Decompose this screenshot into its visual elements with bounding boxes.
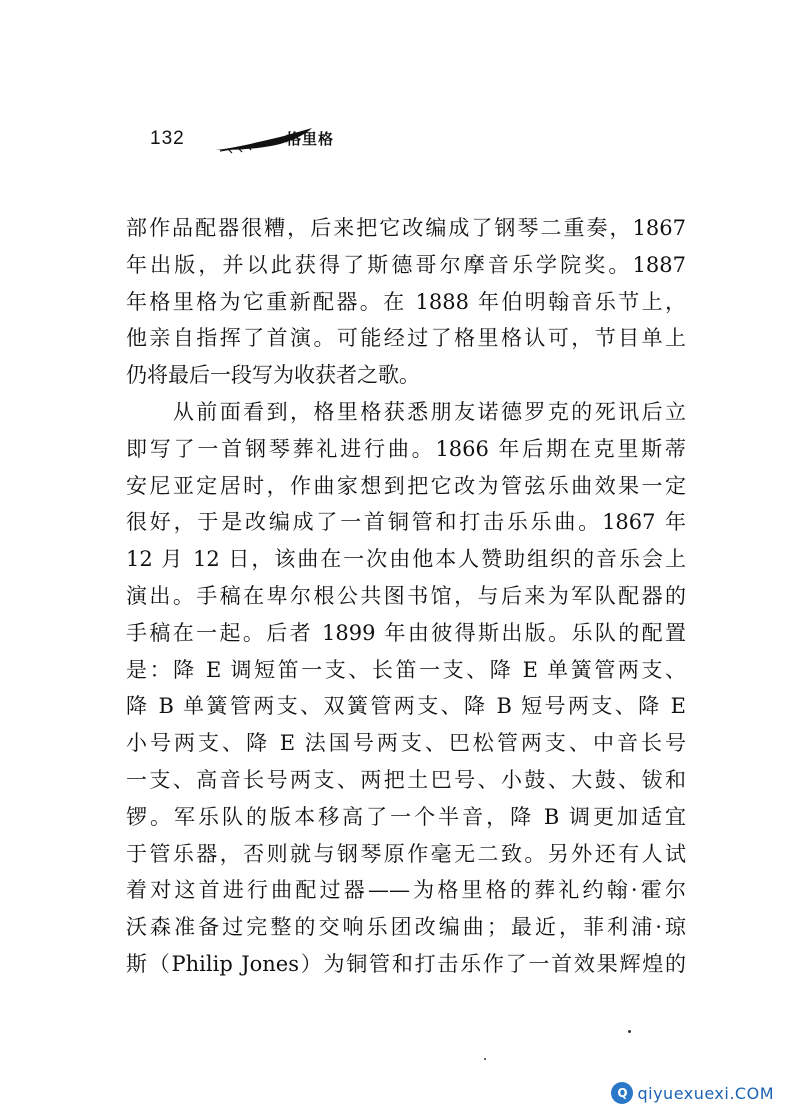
text-line: 是：降 E 调短笛一支、长笛一支、降 E 单簧管两支、 — [126, 657, 686, 682]
text-line: 从前面看到，格里格获悉朋友诺德罗克的死讯后立 — [126, 399, 686, 424]
watermark — [611, 1078, 774, 1108]
scan-speck — [484, 1058, 486, 1060]
text-line: 着对这首进行曲配过器——为格里格的葬礼约翰·霍尔 — [126, 878, 686, 903]
text-line: 仍将最后一段写为收获者之歌。 — [126, 363, 420, 388]
running-title: 格里格 — [286, 130, 335, 148]
scan-speck — [628, 1030, 631, 1033]
page-header — [150, 124, 670, 160]
text-line: 年出版，并以此获得了斯德哥尔摩音乐学院奖。1887 — [126, 252, 686, 277]
text-line: 小号两支、降 E 法国号两支、巴松管两支、中音长号 — [126, 731, 686, 756]
text-line: 很好，于是改编成了一首铜管和打击乐乐曲。1867 年 — [126, 510, 686, 535]
page-number: 132 — [150, 128, 185, 149]
text-line: 锣。军乐队的版本移高了一个半音，降 B 调更加适宜 — [126, 804, 686, 829]
text-line: 沃森准备过完整的交响乐团改编曲；最近，菲利浦·琼 — [126, 915, 686, 940]
text-line: 年格里格为它重新配器。在 1888 年伯明翰音乐节上， — [126, 289, 686, 314]
text-line: 即写了一首钢琴葬礼进行曲。1866 年后期在克里斯蒂 — [126, 436, 686, 461]
text-line: 斯（Philip Jones）为铜管和打击乐作了一首效果辉煌的 — [126, 951, 686, 976]
text-line: 部作品配器很糟，后来把它改编成了钢琴二重奏，1867 — [126, 216, 686, 240]
text-line: 他亲自指挥了首演。可能经过了格里格认可，节目单上 — [126, 326, 686, 351]
text-line: 于管乐器，否则就与钢琴原作毫无二致。另外还有人试 — [126, 841, 686, 866]
text-line: 手稿在一起。后者 1899 年由彼得斯出版。乐队的配置 — [126, 620, 686, 645]
text-line: 演出。手稿在卑尔根公共图书馆，与后来为军队配器的 — [126, 583, 686, 608]
text-line: 降 B 单簧管两支、双簧管两支、降 B 短号两支、降 E — [126, 694, 686, 719]
text-line: 12 月 12 日，该曲在一次由他本人赞助组织的音乐会上 — [126, 547, 686, 572]
watermark-logo-icon: Q — [611, 1082, 633, 1104]
body-text — [126, 210, 686, 983]
text-line: 安尼亚定居时，作曲家想到把它改为管弦乐曲效果一定 — [126, 473, 686, 498]
text-line: 一支、高音长号两支、两把土巴号、小鼓、大鼓、钹和 — [126, 767, 686, 792]
watermark-text: qiyuexuexi.COM — [637, 1083, 774, 1103]
